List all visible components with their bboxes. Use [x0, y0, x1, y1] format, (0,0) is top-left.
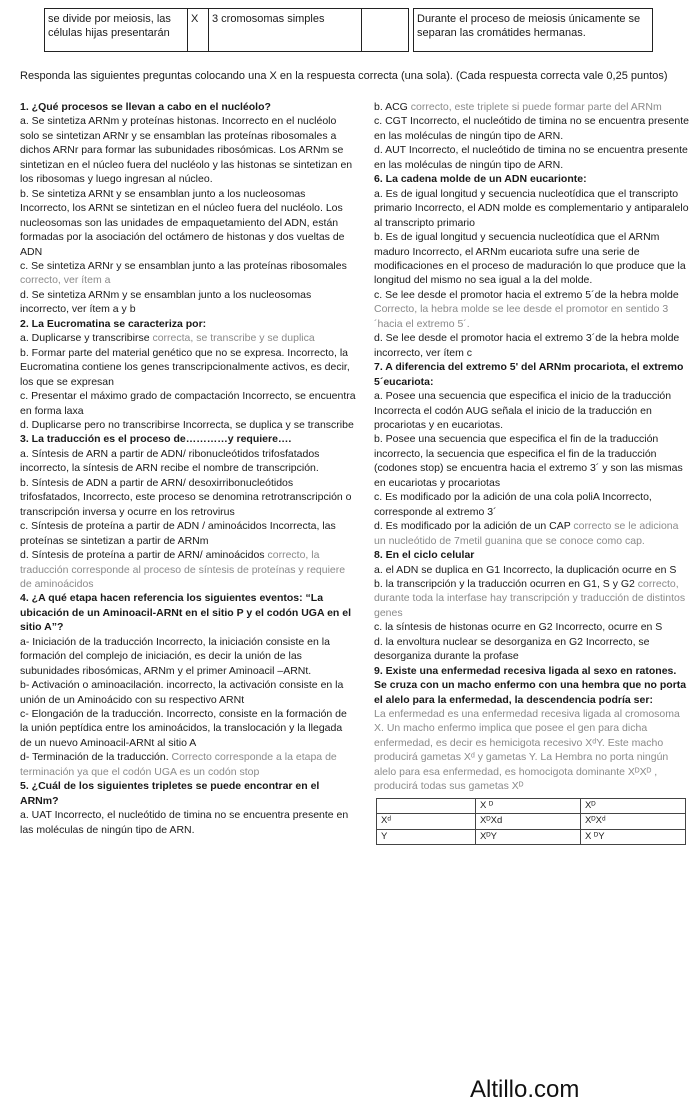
option-feedback: correcto, este triplete si puede formar parte del ARNm: [407, 101, 662, 113]
option-item: b. Formar parte del material genético que no se expresa. Incorrecto, la Eucromatina contiene los genes transcripcionalmente activos, es decir, los que se expresan: [20, 346, 350, 388]
option-feedback: correcto, ver ítem a: [20, 274, 111, 287]
table-cell: XᴰXd: [476, 814, 581, 829]
option-correct: [20, 548, 356, 591]
punnett-table: [376, 798, 686, 845]
option-item: a. el ADN se duplica en G1 Incorrecto, la duplicación ocurre en S: [374, 563, 677, 576]
table-cell: X: [188, 9, 209, 52]
right-items: [374, 100, 690, 794]
option-feedback: correcto se le adiciona un nucleótido de 7metil guanina que se conoce como cap.: [374, 520, 679, 547]
option-item: a- Iniciación de la traducción Incorrecto, la iniciación consiste en la formación del complejo de iniciación, es decir la unión de las subunidades ribosómicas, ARNm y el primer Aminoacil –ARNt.: [20, 635, 330, 677]
option-item: d. Duplicarse pero no transcribirse Incorrecta, se duplica y se transcribe: [20, 418, 354, 431]
option-correct: [374, 519, 690, 548]
option-feedback: Correcto, la hebra molde se lee desde el promotor en sentido 3´hacia el extremo 5´.: [374, 303, 669, 330]
option-correct: [20, 259, 356, 288]
option-label: c. Se sintetiza ARNr y se ensamblan junto a las proteínas ribosomales: [20, 259, 347, 272]
question-heading: 2. La Eucromatina se caracteriza por:: [20, 317, 207, 330]
option-item: a. UAT Incorrecto, el nucleótido de timina no se encuentra presente en las moléculas de ningún tipo de ARN.: [20, 809, 349, 836]
option-feedback: correcta, se transcribe y se duplica: [149, 332, 315, 345]
question-heading: 3. La traducción es el proceso de…………y requiere….: [20, 433, 292, 446]
option-feedback: Correcto corresponde a la etapa de terminación ya que el codón UGA es un codón stop: [20, 751, 337, 778]
table-cell: Y: [377, 829, 476, 844]
question-heading: 9. Existe una enfermedad recesiva ligada al sexo en ratones. Se cruza con un macho enfermo con una hembra que no porta el alelo para la enfermedad, la descendencia podría ser:: [374, 664, 687, 706]
option-item: c- Elongación de la traducción. Incorrecto, consiste en la formación de la unión peptídica entre los aminoácidos, la translocación y la llegada de un nuevo Aminoacil-ARNt al sitio A: [20, 708, 347, 749]
top-table: [44, 8, 653, 52]
table-cell: XᴰY: [476, 829, 581, 844]
option-label: b. ACG: [374, 101, 408, 113]
option-item: c. Es modificado por la adición de una cola poliA Incorrecto, corresponde al extremo 3´: [374, 491, 652, 518]
table-cell: se divide por meiosis, las células hijas presentarán: [45, 9, 188, 52]
option-feedback: correcto, la traducción corresponde al proceso de síntesis de proteínas y requiere de aminoácidos: [20, 549, 346, 590]
option-item: a. Síntesis de ARN a partir de ADN/ ribonucleótidos trifosfatados incorrecto, la síntesis de ARN recibe el nombre de transcripción.: [20, 447, 320, 475]
option-correct: [374, 100, 690, 114]
table-row: [45, 9, 653, 52]
table-row: [377, 798, 686, 813]
option-item: a. Posee una secuencia que especifica el inicio de la traducción Incorrecta el codón AUG señala el inicio de la traducción en procariotas y en eucariotas.: [374, 390, 672, 431]
question-heading: 7. A diferencia del extremo 5' del ARNm procariota, el extremo 5´eucariota:: [374, 361, 684, 388]
option-item: d. la envoltura nuclear se desorganiza en G2 Incorrecto, se desorganiza durante la profase: [374, 635, 650, 663]
table-cell: [362, 9, 409, 52]
option-item: c. Presentar el máximo grado de compactación Incorrecto, se encuentra en forma laxa: [20, 390, 356, 417]
option-item: a. Se sintetiza ARNm y proteínas histonas. Incorrecto en el nucléolo solo se sintetizan ARNr y se ensamblan las proteínas ribosomales a dichos ARNr para formar las subunidades ribosómicas. Los ARNm se sintetizan en el núcleo fuera del nucléolo y las histonas se sintetizan en los ribosomas y luego ingresan al núcleo.: [20, 115, 353, 186]
table-cell: X ᴰY: [581, 829, 686, 844]
option-correct: [20, 750, 356, 779]
option-item: b. Es de igual longitud y secuencia nucleotídica que el ARNm maduro Incorrecto, el ARNm eucariota sufre una serie de modificaciones en el proceso de maduración lo que produce que la longitud del mismo no sea igual a la del molde.: [374, 231, 686, 287]
option-item: c. Síntesis de proteína a partir de ADN / aminoácidos Incorrecta, las proteínas se sintetizan a partir de ARNm: [20, 520, 336, 547]
option-item: d. Se lee desde el promotor hacia el extremo 3´de la hebra molde incorrecto, ver ítem c: [374, 332, 680, 359]
table-cell: XᴰXᵈ: [581, 814, 686, 829]
option-correct: [374, 577, 690, 620]
logo-altillo: Altillo.com: [466, 1076, 583, 1104]
option-item: b. Se sintetiza ARNt y se ensamblan junto a los nucleosomas Incorrecto, los ARNt se sintetizan en el núcleo fuera del nucléolo. Los nucleosomas son las unidades de empaquetamiento del ADN, están formadas por la asociación del octámero de histonas y dos vueltas de ADN: [20, 187, 345, 258]
option-label: b. la transcripción y la traducción ocurren en G1, S y G2: [374, 577, 635, 590]
table-cell: Durante el proceso de meiosis únicamente se separan las cromátides hermanas.: [414, 9, 653, 52]
option-correct: [374, 288, 690, 331]
right-column: [374, 100, 690, 845]
option-item: b. Posee una secuencia que especifica el fin de la traducción incorrecto, la secuencia que especifica el fin de la traducción (codones stop) se encuentra hacia el extremo 3´ y son las mismas en eucariotas y procariotas: [374, 433, 683, 489]
option-correct: [20, 331, 356, 345]
option-label: d- Terminación de la traducción.: [20, 751, 169, 764]
question-heading: 6. La cadena molde de un ADN eucarionte:: [374, 173, 587, 186]
question-heading: 8. En el ciclo celular: [374, 549, 475, 562]
table-cell: 3 cromosomas simples: [209, 9, 362, 52]
left-column: [20, 100, 356, 837]
option-item: b- Activación o aminoacilación. incorrecto, la activación consiste en la unión de un Aminoácido con su respectivo ARNt: [20, 679, 344, 706]
option-label: d. Es modificado por la adición de un CAP: [374, 520, 571, 533]
option-label: c. Se lee desde el promotor hacia el extremo 5´de la hebra molde: [374, 288, 679, 301]
question-heading: 4. ¿A qué etapa hacen referencia los siguientes eventos: “La ubicación de un Aminoacil-ARNt en el sitio P y el codón UGA en el sitio A”?: [20, 592, 351, 634]
table-row: [377, 814, 686, 829]
option-item: c. CGT Incorrecto, el nucleótido de timina no se encuentra presente en las moléculas de ningún tipo de ARN.: [374, 115, 689, 142]
table-cell: Xᵈ: [377, 814, 476, 829]
table-cell: [377, 798, 476, 813]
question-heading: 5. ¿Cuál de los siguientes tripletes se puede encontrar en el ARNm?: [20, 780, 320, 807]
option-item: a. Es de igual longitud y secuencia nucleotídica que el transcripto primario Incorrecto, el ADN molde es complementario y antiparalelo al transcripto primario: [374, 187, 689, 229]
table-cell: X ᴰ: [476, 798, 581, 813]
option-item: d. AUT Incorrecto, el nucleótido de timina no se encuentra presente en las moléculas de ningún tipo de ARN.: [374, 144, 688, 171]
question-heading: 1. ¿Qué procesos se llevan a cabo en el nucléolo?: [20, 101, 271, 113]
table-cell: Xᴰ: [581, 798, 686, 813]
option-label: a. Duplicarse y transcribirse: [20, 332, 150, 345]
option-label: d. Síntesis de proteína a partir de ARN/ aminoácidos: [20, 549, 265, 562]
option-item: d. Se sintetiza ARNm y se ensamblan junto a los nucleosomas incorrecto, ver ítem a y b: [20, 288, 312, 316]
option-item: b. Síntesis de ADN a partir de ARN/ desoxirribonucleótidos trifosfatados, Incorrecto, este proceso se denomina retrotranscripción o transcripción inversa y ocurre en los retrovirus: [20, 476, 352, 518]
answer-explanation: La enfermedad es una enfermedad recesiva ligada al cromosoma X. Un macho enfermo implica que posee el gen para dicha enfermedad, es decir es hemicigota recesivo XᵈY. Este macho producirá gametas Xᵈ y gametas Y. La Hembra no porta ningún alelo para esa enfermedad, es homocigota dominante XᴰXᴰ , producirá todas sus gametas Xᴰ: [374, 708, 680, 793]
option-item: c. la síntesis de histonas ocurre en G2 Incorrecto, ocurre en S: [374, 621, 663, 634]
option-feedback: correcto, durante toda la interfase hay transcripción y traducción de distintos genes: [374, 577, 686, 619]
table-row: [377, 829, 686, 844]
instructions: Responda las siguientes preguntas colocando una X en la respuesta correcta (una sola). (Cada respuesta correcta vale 0,25 puntos): [20, 70, 668, 82]
